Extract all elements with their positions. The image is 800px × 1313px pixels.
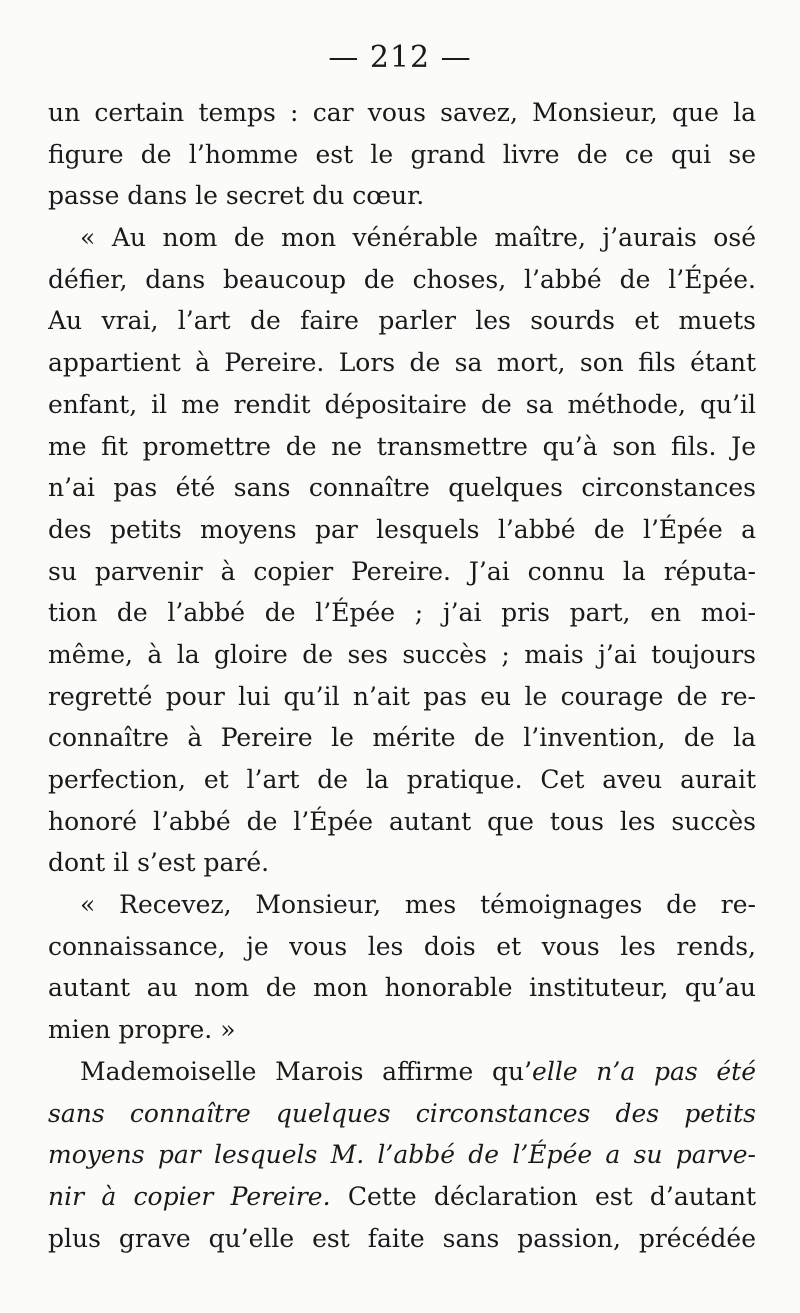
page-number: — 212 — xyxy=(328,40,472,75)
text-line: me fit promettre de ne transmettre qu’à son fils. Je xyxy=(48,431,756,461)
text-line: passe dans le secret du cœur. xyxy=(48,181,425,211)
italic-quote-segment: nir à copier Pereire. xyxy=(48,1181,331,1211)
text-line: appartient à Pereire. Lors de sa mort, son fils étant xyxy=(48,348,756,378)
text-line: honoré l’abbé de l’Épée autant que tous les succès xyxy=(48,806,756,836)
text-line: plus grave qu’elle est faite sans passion, précédée xyxy=(48,1223,756,1253)
text-line: tion de l’abbé de l’Épée ; j’ai pris part, en moi- xyxy=(48,598,756,628)
text-line: « Au nom de mon vénérable maître, j’aurais osé xyxy=(80,223,756,253)
italic-quote-segment: elle n’a pas été xyxy=(532,1056,756,1086)
text-line: défier, dans beaucoup de choses, l’abbé de l’Épée. xyxy=(48,264,756,294)
text-line xyxy=(48,1051,756,1093)
italic-quote-line: moyens par lesquels M. l’abbé de l’Épée a su parve- xyxy=(48,1140,756,1170)
text-line: su parvenir à copier Pereire. J’ai connu la réputa- xyxy=(48,556,756,586)
text-line: connaître à Pereire le mérite de l’invention, de la xyxy=(48,723,756,753)
text-line: n’ai pas été sans connaître quelques circonstances xyxy=(48,473,756,503)
text-line: même, à la gloire de ses succès ; mais j’ai toujours xyxy=(48,639,756,669)
text-line: « Recevez, Monsieur, mes témoignages de re- xyxy=(80,890,756,920)
text-segment: Cette déclaration est d’autant xyxy=(330,1181,756,1211)
text-line: regretté pour lui qu’il n’ait pas eu le courage de re- xyxy=(48,681,756,711)
text-line: un certain temps : car vous savez, Monsieur, que la xyxy=(48,98,756,127)
italic-quote-line: sans connaître quelques circonstances des petits xyxy=(48,1098,756,1128)
text-line xyxy=(48,1176,756,1218)
text-segment: Mademoiselle Marois affirme qu’ xyxy=(80,1056,533,1086)
text-line: perfection, et l’art de la pratique. Cet aveu aurait xyxy=(48,765,756,794)
text-line: autant au nom de mon honorable instituteur, qu’au xyxy=(48,973,756,1003)
page-body-text xyxy=(48,92,756,1259)
text-line: des petits moyens par lesquels l’abbé de l’Épée a xyxy=(48,514,756,544)
text-line: connaissance, je vous les dois et vous les rends, xyxy=(48,931,756,961)
text-line: dont il s’est paré. xyxy=(48,848,270,878)
text-line: Au vrai, l’art de faire parler les sourds et muets xyxy=(48,306,756,336)
text-line: enfant, il me rendit dépositaire de sa méthode, qu’il xyxy=(48,389,756,419)
text-line: figure de l’homme est le grand livre de ce qui se xyxy=(48,139,756,169)
text-line: mien propre. » xyxy=(48,1015,236,1045)
